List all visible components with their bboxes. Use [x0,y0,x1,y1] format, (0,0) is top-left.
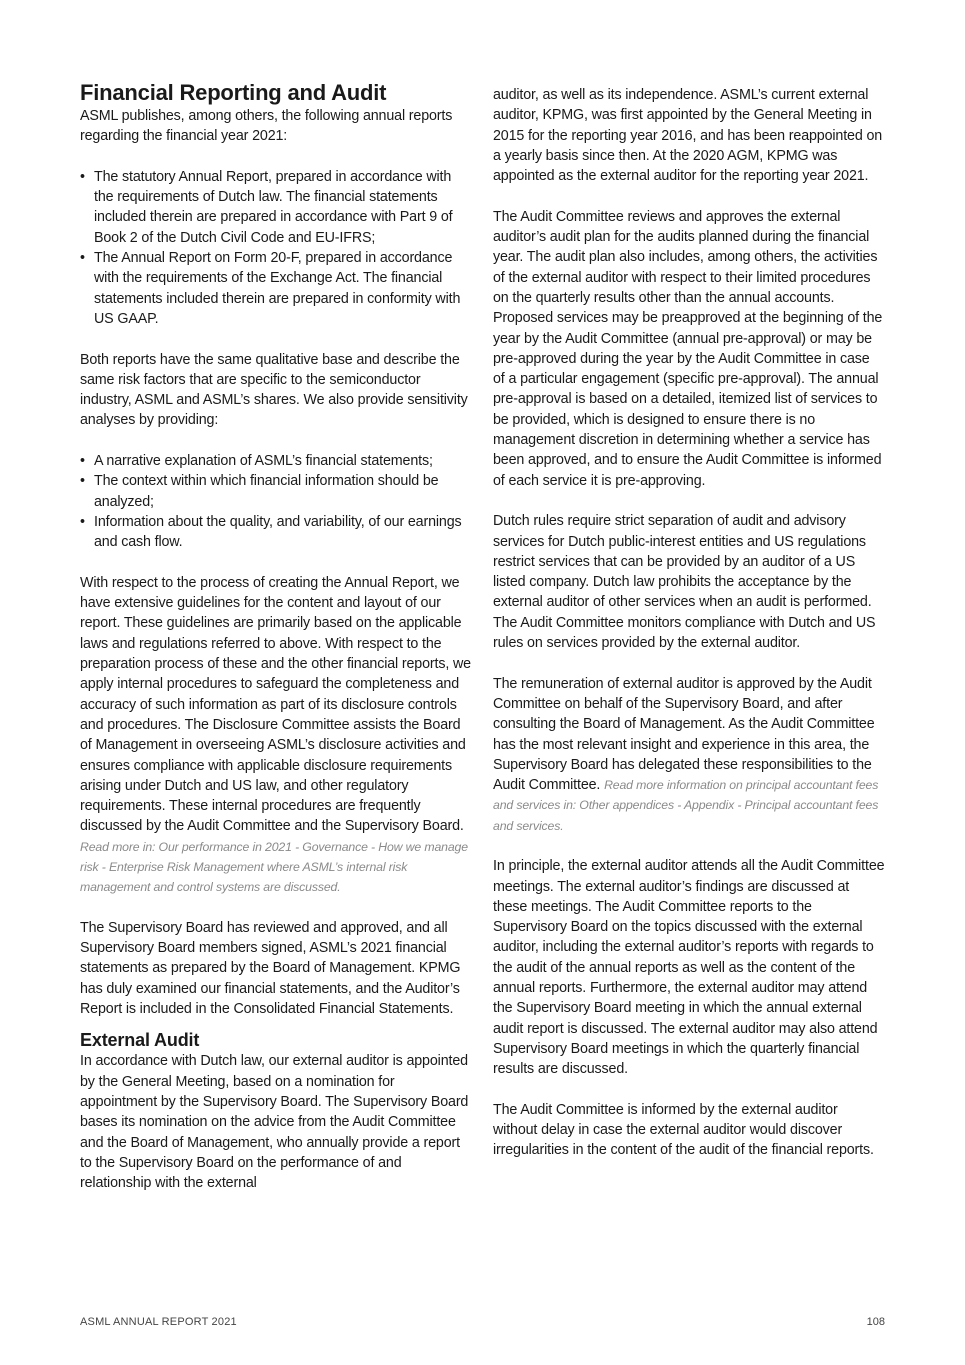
paragraph: auditor, as well as its independence. ASML’s current external auditor, KPMG, was first appointed by the General Meeting in 2015 for the reporting year 2016, and has been reappointed on a yearly basis since then. At the 2020 AGM, KPMG was appointed as the external auditor for the reporting year 2021. [493,87,883,185]
right-column [493,85,885,1161]
page-number: 108 [866,1316,885,1328]
paragraph: The Audit Committee reviews and approves the external auditor’s audit plan for the audits planned during the financial year. The audit plan also includes, among others, the activities of the external auditor with respect to their limited procedures on the quarterly results other than the annual accounts. Proposed services may be preapproved at the beginning of the year by the Audit Committee (annual pre-approval) or may be pre-approved during the year by the Audit Committee in case of a particular engagement (specific pre-approval). The annual pre-approval is based on a detailed, itemized list of services to be provided, which is designed to ensure there is no management discretion in determining whether a service has been approved, and to ensure the Audit Committee is informed of each service it is pre-approving. [493,208,883,489]
intro-paragraph: ASML publishes, among others, the following annual reports regarding the financial year 2021: [80,108,453,145]
paragraph: In principle, the external auditor attends all the Audit Committee meetings. The external auditor’s findings are discussed at these meetings. The Audit Committee reports to the Supervisory Board on the topics discussed with the external auditor, including the external auditor’s reports with regards to the audit of the annual reports as well as the content of the annual reports. Furthermore, the external auditor may attend the Supervisory Board meeting in which the annual external audit report is discussed. The external auditor may also attend Supervisory Board meetings in which the quarterly financial results are discussed. [493,858,885,1078]
list-item: • The statutory Annual Report, prepared in accordance with the requirements of Dutch law. The financial statements included therein are prepared in accordance with Part 9 of Book 2 of the Dutch Civil Code and EU-IFRS; [80,167,472,248]
list-item: • Information about the quality, and variability, of our earnings and cash flow. [80,512,472,553]
paragraph-text: With respect to the process of creating the Annual Report, we have extensive guidelines for the content and layout of our report. These guidelines are primarily based on the applicable laws and regulations referred to above. With respect to the preparation process of these and the other financial reports, we apply internal procedures to safeguard the completeness and accuracy of such information as part of its disclosure controls and procedures. The Disclosure Committee assists the Board of Management in overseeing ASML’s disclosure activities and ensures compliance with applicable disclosure requirements arising under Dutch and US law, and other regulatory requirements. These internal procedures are frequently discussed by the Audit Committee and the Supervisory Board. [80,574,471,835]
paragraph: Both reports have the same qualitative base and describe the same risk factors that are specific to the semiconductor industry, ASML and ASML’s shares. We also provide sensitivity analyses by providing: [80,351,468,429]
subsection-title: External Audit [80,1030,200,1051]
footer-report-label: ASML ANNUAL REPORT 2021 [80,1316,237,1328]
paragraph: The Audit Committee is informed by the external auditor without delay in case the external auditor would discover irregularities in the content of the audit of the financial reports. [493,1101,874,1159]
list-item: • The Annual Report on Form 20-F, prepared in accordance with the requirements of the Exchange Act. The financial statements included therein are prepared in conformity with US GAAP. [80,248,472,329]
paragraph [493,674,885,836]
reports-list [80,167,472,329]
read-more-reference: Read more in: Our performance in 2021 - Governance - How we manage risk - Enterprise Risk Management where ASML’s internal risk management and control systems are discussed. [80,839,468,895]
list-item: • The context within which financial information should be analyzed; [80,471,472,512]
left-column [80,80,472,1193]
read-more-reference: Read more information on principal accountant fees and services in: Other appendices - Appendix - Principal accountant fees and services. [493,778,879,833]
section-title: Financial Reporting and Audit [80,80,387,105]
sensitivity-list [80,451,472,552]
paragraph: Dutch rules require strict separation of audit and advisory services for Dutch public-interest entities and US regulations restrict services that can be provided by an auditor of a US listed company. Dutch law prohibits the acceptance by the external auditor of other services when an audit is performed. The Audit Committee monitors compliance with Dutch and US rules on services provided by the external auditor. [493,513,876,652]
paragraph: The Supervisory Board has reviewed and approved, and all Supervisory Board members signed, ASML’s 2021 financial statements as prepared by the Board of Management. KPMG has duly examined our financial statements, and the Auditor’s Report is included in the Consolidated Financial Statements. [80,919,461,1018]
list-item: • A narrative explanation of ASML’s financial statements; [80,451,472,471]
paragraph [80,573,472,898]
paragraph-text: The remuneration of external auditor is approved by the Audit Committee on behalf of the Supervisory Board, and after consulting the Board of Management. As the Audit Committee has the most relevant insight and experience in this area, the Supervisory Board has delegated these responsibilities to the Audit Committee. [493,675,875,794]
paragraph: In accordance with Dutch law, our external auditor is appointed by the General Meeting, based on a nomination for appointment by the Supervisory Board. The Supervisory Board bases its nomination on the advice from the Audit Committee and the Board of Management, who annually provide a report to the Supervisory Board on the performance of and relationship with the external [80,1053,469,1192]
